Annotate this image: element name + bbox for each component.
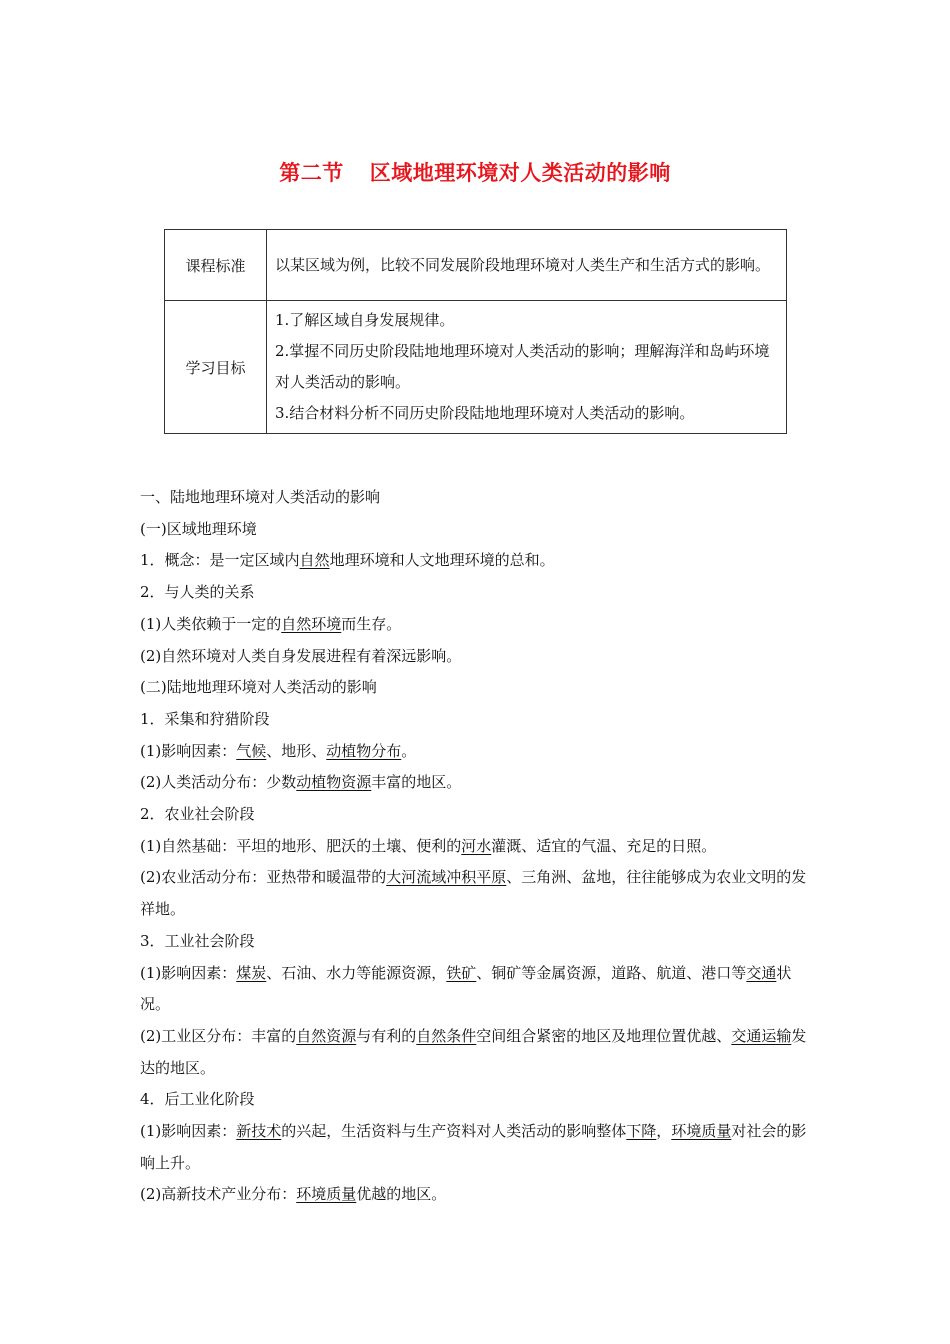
answer-blank: 环境质量 (296, 1185, 357, 1204)
answer-blank: 动植物资源 (296, 773, 372, 792)
paragraph: (1)自然基础：平坦的地形、肥沃的土壤、便利的河水灌溉、适宜的气温、充足的日照。 (140, 836, 717, 855)
answer-blank: 气候 (236, 741, 267, 760)
subsection-heading: (二)陆地地理环境对人类活动的影响 (140, 678, 377, 697)
answer-blank: 交通 (746, 963, 777, 982)
objective-item: 1.了解区域自身发展规律。 (275, 311, 455, 329)
paragraph: 1．概念：是一定区域内自然地理环境和人文地理环境的总和。 (140, 551, 555, 570)
objectives-header: 学习目标 (165, 301, 267, 434)
lesson-content (140, 482, 815, 1211)
title-section-name: 区域地理环境对人类活动的影响 (369, 161, 671, 185)
answer-blank: 河水 (461, 836, 492, 855)
paragraph: (1)影响因素：新技术的兴起，生活资料与生产资料对人类活动的影响整体下降，环境质量对社会的影响上升。 (140, 1122, 807, 1172)
paragraph: (2)工业区分布：丰富的自然资源与有利的自然条件空间组合紧密的地区及地理位置优越、交通运输发达的地区。 (140, 1026, 807, 1077)
paragraph: (2)人类活动分布：少数动植物资源丰富的地区。 (140, 773, 462, 792)
curriculum-text: 以某区域为例，比较不同发展阶段地理环境对人类生产和生活方式的影响。 (267, 230, 787, 301)
page-title (0, 157, 950, 187)
objective-item: 3.结合材料分析不同历史阶段陆地地理环境对人类活动的影响。 (275, 404, 695, 422)
answer-blank: 自然条件 (416, 1026, 477, 1045)
paragraph: 2．与人类的关系 (140, 583, 255, 602)
answer-blank: 铁矿 (446, 963, 477, 982)
paragraph: 3．工业社会阶段 (140, 931, 255, 950)
answer-blank: 下降 (626, 1122, 657, 1141)
paragraph: (2)农业活动分布：亚热带和暖温带的大河流域冲积平原、三角洲、盆地，往往能够成为农业文明的发祥地。 (140, 868, 807, 919)
paragraph: (2)高新技术产业分布：环境质量优越的地区。 (140, 1185, 447, 1204)
answer-blank: 动植物分布 (326, 741, 402, 760)
section-heading: 一、陆地地理环境对人类活动的影响 (140, 488, 381, 506)
paragraph: (1)人类依赖于一定的自然环境而生存。 (140, 614, 402, 633)
paragraph: (2)自然环境对人类自身发展进程有着深远影响。 (140, 646, 462, 665)
answer-blank: 自然资源 (296, 1026, 357, 1045)
table-row-curriculum (165, 230, 787, 301)
standards-table (164, 229, 787, 434)
curriculum-header: 课程标准 (165, 230, 267, 301)
answer-blank: 环境质量 (671, 1122, 732, 1141)
table-row-objectives (165, 301, 787, 434)
objective-item: 2.掌握不同历史阶段陆地地理环境对人类活动的影响；理解海洋和岛屿环境对人类活动的影响。 (275, 342, 770, 391)
paragraph: 4．后工业化阶段 (140, 1090, 255, 1109)
answer-blank: 煤炭 (236, 963, 267, 982)
paragraph: 2．农业社会阶段 (140, 805, 255, 824)
objectives-list (267, 301, 787, 434)
answer-blank: 交通运输 (731, 1026, 792, 1045)
answer-blank: 自然环境 (281, 614, 342, 633)
paragraph: (1)影响因素：煤炭、石油、水力等能源资源，铁矿、铜矿等金属资源，道路、航道、港口等交通状况。 (140, 963, 792, 1014)
paragraph: 1．采集和狩猎阶段 (140, 709, 270, 728)
answer-blank: 大河流域冲积平原 (386, 868, 507, 887)
answer-blank: 新技术 (236, 1122, 282, 1141)
paragraph: (1)影响因素：气候、地形、动植物分布。 (140, 741, 417, 760)
title-section-number: 第二节 (279, 161, 344, 185)
answer-blank: 自然 (299, 551, 330, 570)
subsection-heading: (一)区域地理环境 (140, 519, 257, 538)
